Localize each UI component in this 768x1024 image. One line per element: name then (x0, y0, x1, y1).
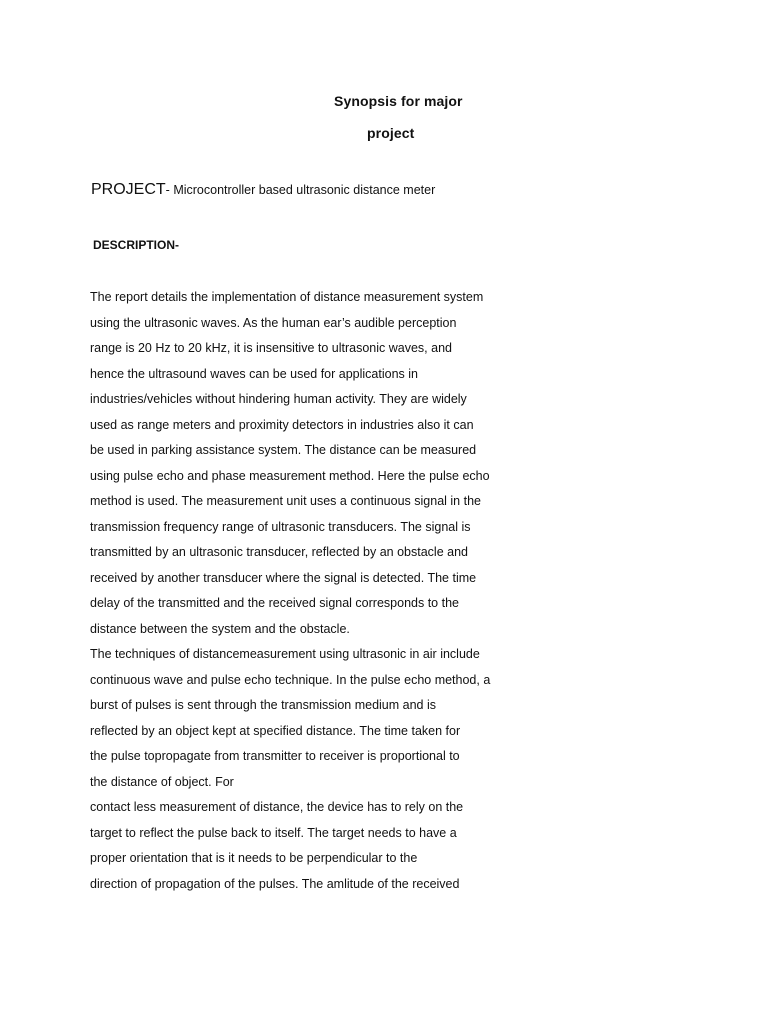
body-line: delay of the transmitted and the received signal corresponds to the (90, 596, 459, 610)
project-title: Microcontroller based ultrasonic distance meter (169, 183, 436, 197)
body-line: industries/vehicles without hindering human activity. They are widely (90, 392, 467, 406)
document-title-line-2: project (367, 125, 415, 141)
project-line (91, 181, 435, 199)
body-line: The techniques of distancemeasurement using ultrasonic in air include (90, 647, 480, 661)
body-line: method is used. The measurement unit uses a continuous signal in the (90, 494, 481, 508)
description-body (90, 285, 490, 897)
body-line: proper orientation that is it needs to be perpendicular to the (90, 851, 418, 865)
body-line: hence the ultrasound waves can be used for applications in (90, 366, 418, 381)
body-line: transmission frequency range of ultrasonic transducers. The signal is (90, 519, 471, 534)
body-line: the pulse topropagate from transmitter to receiver is proportional to (90, 749, 460, 763)
body-line: transmitted by an ultrasonic transducer, reflected by an obstacle and (90, 545, 468, 559)
body-line: used as range meters and proximity detectors in industries also it can (90, 417, 474, 432)
body-line: reflected by an object kept at specified distance. The time taken for (90, 723, 461, 738)
body-line: be used in parking assistance system. The distance can be measured (90, 443, 477, 457)
body-line: burst of pulses is sent through the transmission medium and is (90, 698, 437, 712)
body-line: distance between the system and the obstacle. (90, 621, 350, 636)
body-line: using the ultrasonic waves. As the human ear’s audible perception (90, 315, 457, 330)
document-title-line-1: Synopsis for major (334, 93, 463, 109)
body-line: received by another transducer where the signal is detected. The time (90, 570, 477, 585)
body-line: using pulse echo and phase measurement method. Here the pulse echo (90, 468, 490, 483)
project-label: PROJECT (91, 181, 166, 198)
body-line: The report details the implementation of distance measurement system (90, 290, 484, 304)
body-line: target to reflect the pulse back to itself. The target needs to have a (90, 825, 457, 840)
body-line: continuous wave and pulse echo technique. In the pulse echo method, a (90, 672, 491, 687)
body-line: range is 20 Hz to 20 kHz, it is insensitive to ultrasonic waves, and (90, 341, 452, 355)
description-heading: DESCRIPTION- (93, 238, 180, 252)
body-line: contact less measurement of distance, the device has to rely on the (90, 800, 464, 814)
body-line: direction of propagation of the pulses. The amlitude of the received (90, 876, 460, 891)
project-separator: - (165, 183, 170, 197)
body-line: the distance of object. For (90, 774, 234, 789)
